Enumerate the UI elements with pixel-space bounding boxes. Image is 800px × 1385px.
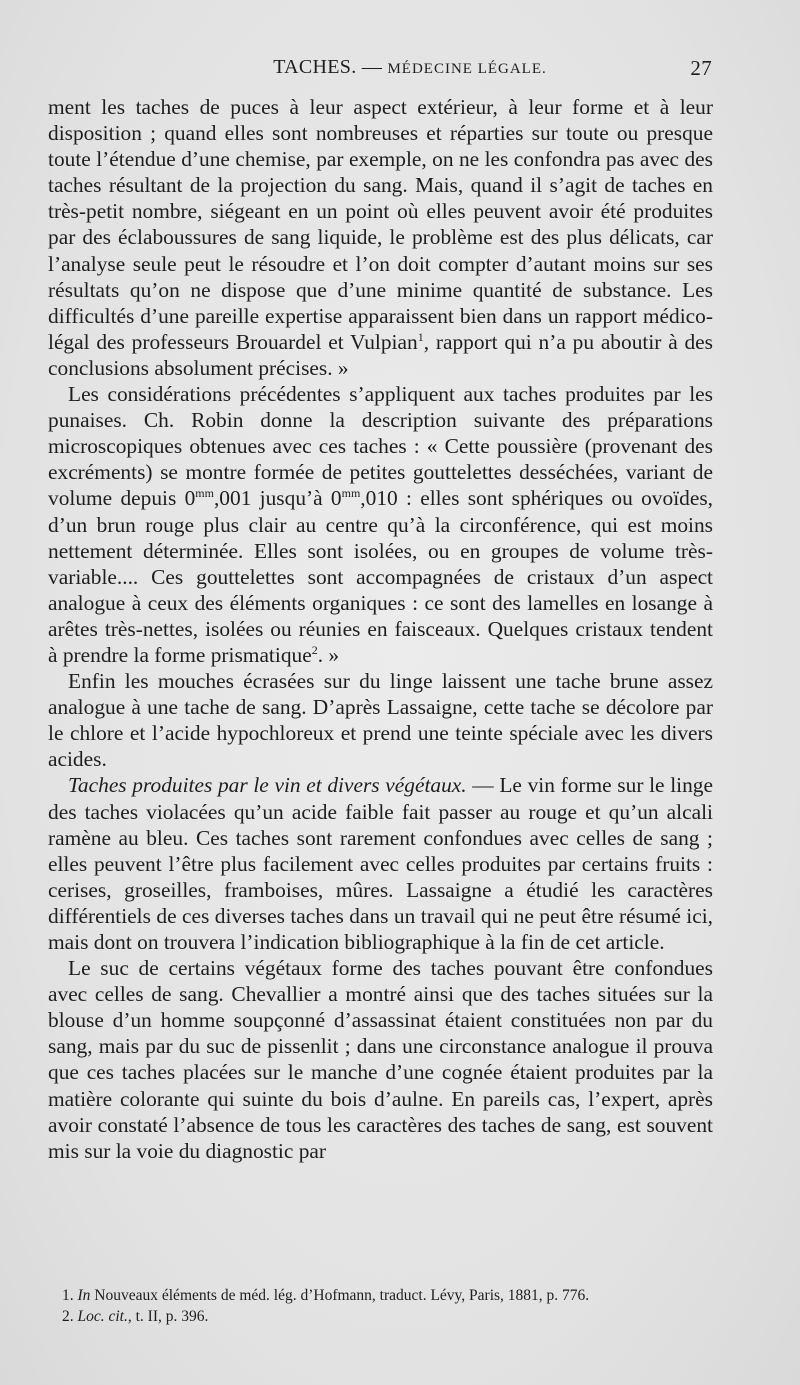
footnote-ref-1: 1 — [417, 329, 424, 344]
footnote-2: 2. Loc. cit., t. II, p. 396. — [62, 1308, 209, 1325]
footnote-ref-2: 2 — [311, 642, 318, 657]
header-dash: — — [361, 56, 383, 78]
paragraph-4: Taches produites par le vin et divers végétaux. — Le vin forme sur le linge des taches violacées qu’un acide faible fait passer au rouge et qu’un alcali ramène au bleu. Ces taches sont rarement confondues avec celles de sang ; elles peuvent l’être plus facilement avec celles produites par certains fruits : cerises, groseilles, framboises, mûres. Lassaigne a étudié les caractères différentiels de ces diverses taches dans un travail qui ne peut être résumé ici, mais dont on trouvera l’indication bibliographique à la fin de cet article. — [48, 773, 713, 954]
footnotes — [62, 1285, 712, 1327]
body-text — [48, 94, 713, 1164]
running-header — [48, 56, 712, 86]
header-title: TACHES. — [273, 56, 357, 78]
paragraph-1: ment les taches de puces à leur aspect extérieur, à leur forme et à leur disposition ; quand elles sont nombreuses et réparties sur toute ou presque toute l’étendue d’une chemise, par exemple, on ne les confondra pas avec des taches résultant de la projection du sang. Mais, quand il s’agit de taches en très-petit nombre, siégeant en un point où elles peuvent avoir été produites par des éclaboussures de sang liquide, le problème est des plus délicats, car l’analyse seule peut le résoudre et l’on doit compter d’autant moins sur ses résultats qu’on ne dispose que d’une minime quantité de substance. Les difficultés d’une pareille expertise apparaissent bien dans un rapport médico-légal des professeurs Brouardel et Vulpian$^1$, rapport qui n’a pu aboutir à des conclusions absolument précises. » — [48, 95, 713, 380]
footnote-1: 1. In Nouveaux éléments de méd. lég. d’Hofmann, traduct. Lévy, Paris, 1881, p. 776. — [62, 1287, 590, 1304]
header-subtitle: MÉDECINE LÉGALE. — [387, 61, 547, 77]
paragraph-3: Enfin les mouches écrasées sur du linge laissent une tache brune assez analogue à une tache de sang. D’après Lassaigne, cette tache se décolore par le chlore et l’acide hypochloreux et prend une teinte spéciale avec les divers acides. — [48, 669, 713, 772]
page-number: 27 — [690, 56, 712, 80]
section-heading: Taches produites par le vin et divers végétaux. — [68, 773, 467, 798]
paragraph-2: Les considérations précédentes s’appliquent aux taches produites par les punaises. Ch. Robin donne la description suivante des préparations microscopiques obtenues avec ces taches : « Cette poussière (provenant des excréments) se montre formée de petites gouttelettes desséchées, variant de volume depuis $0^{mm},001$ jusqu’à $0^{mm},010$ : elles sont sphériques ou ovoïdes, d’un brun rouge plus clair au centre qu’à la circonférence, qui est moins nettement déterminée. Elles sont isolées, ou en groupes de volume très-variable.... Ces gouttelettes sont accompagnées de cristaux d’un aspect analogue à ceux des éléments organiques : ce sont des lamelles en losange à arêtes très-nettes, isolées ou réunies en faisceaux. Quelques cristaux tendent à prendre la forme prismatique$^2$. » — [48, 382, 713, 667]
paragraph-5: Le suc de certains végétaux forme des taches pouvant être confondues avec celles de sang. Chevallier a montré ainsi que des taches situées sur la blouse d’un homme soupçonné d’assassinat étaient constituées non par du sang, mais par du suc de pissenlit ; dans une circonstance analogue il prouva que ces taches placées sur le manche d’une cognée étaient produites par la matière colorante qui suinte du bois d’aulne. En pareils cas, l’expert, après avoir constaté l’absence de tous les caractères des taches de sang, est souvent mis sur la voie du diagnostic par — [48, 956, 713, 1163]
